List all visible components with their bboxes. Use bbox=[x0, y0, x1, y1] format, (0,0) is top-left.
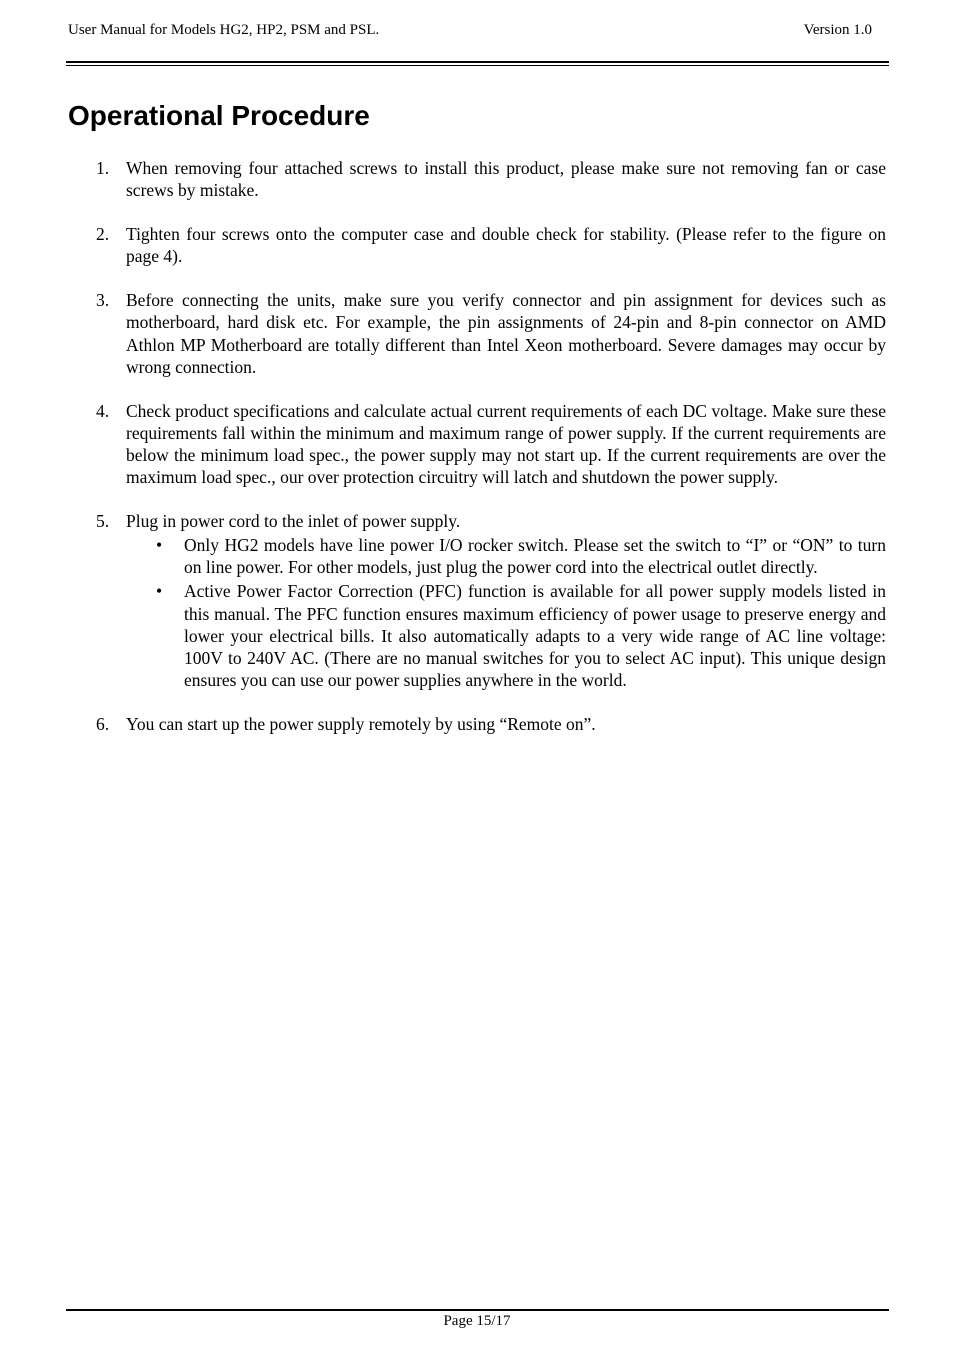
procedure-step-4 bbox=[96, 400, 886, 488]
bullet-icon: • bbox=[156, 581, 163, 602]
step-number: 6. bbox=[96, 713, 110, 734]
sublist-item-text: Active Power Factor Correction (PFC) function is available for all power supply models listed in this manual. The PFC function ensures maximum efficiency of power usage to preserve energy and lower your electrical bills. It also automatically adapts to a very wide range of AC line voltage: 100V to 240V AC. (There are no manual switches for you to select AC input). This unique design ensures you can use our power supplies anywhere in the world. bbox=[184, 581, 886, 690]
footer-divider bbox=[66, 1309, 889, 1311]
page-header bbox=[68, 22, 888, 44]
step-number: 4. bbox=[96, 400, 110, 421]
procedure-step-2 bbox=[96, 223, 886, 267]
sublist-item-text: Only HG2 models have line power I/O rocker switch. Please set the switch to “I” or “ON” to turn on line power. For other models, just plug the power cord into the electrical outlet directly. bbox=[184, 535, 886, 578]
procedure-step-1 bbox=[96, 157, 886, 201]
procedure-step-3 bbox=[96, 289, 886, 377]
step-number: 2. bbox=[96, 224, 110, 245]
step-number: 3. bbox=[96, 290, 110, 311]
step-number: 5. bbox=[96, 511, 110, 532]
step-text: Before connecting the units, make sure you verify connector and pin assignment for devices such as motherboard, hard disk etc. For example, the pin assignments of 24-pin and 8-pin connector on AMD Athlon MP Motherboard are totally different than Intel Xeon motherboard. Severe damages may occur by wrong connection. bbox=[126, 290, 886, 377]
header-document-title: User Manual for Models HG2, HP2, PSM and PSL. bbox=[68, 22, 380, 38]
step-text: Check product specifications and calculate actual current requirements of each DC voltage. Make sure these requirements fall within the minimum and maximum range of power supply. If the current requirements are below the minimum load spec., the power supply may not start up. If the current requirements are over the maximum load spec., our over protection circuitry will latch and shutdown the power supply. bbox=[126, 400, 886, 488]
sublist-item bbox=[126, 534, 886, 578]
step-number: 1. bbox=[96, 158, 110, 178]
step-text: Tighten four screws onto the computer case and double check for stability. (Please refer to the figure on page 4). bbox=[126, 224, 886, 267]
step-5-sublist bbox=[126, 534, 886, 691]
procedure-step-5 bbox=[96, 510, 886, 691]
page-number: Page 15/17 bbox=[443, 1313, 511, 1329]
sublist-item bbox=[126, 580, 886, 690]
step-text: You can start up the power supply remotely by using “Remote on”. bbox=[126, 713, 596, 734]
header-version: Version 1.0 bbox=[803, 22, 872, 38]
bullet-icon: • bbox=[156, 535, 163, 556]
procedure-list bbox=[96, 157, 886, 757]
step-text: When removing four attached screws to install this product, please make sure not removing fan or case screws by mistake. bbox=[126, 158, 886, 201]
header-divider bbox=[66, 61, 889, 66]
step-text: Plug in power cord to the inlet of power supply. bbox=[126, 511, 461, 532]
procedure-step-6 bbox=[96, 713, 886, 735]
section-title: Operational Procedure bbox=[68, 100, 370, 131]
